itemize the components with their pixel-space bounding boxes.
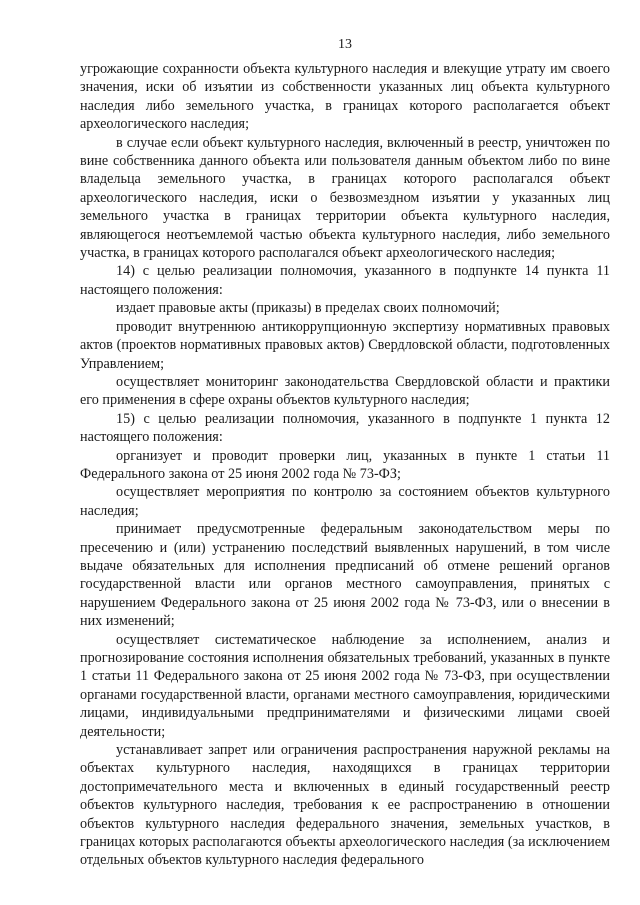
paragraph: осуществляет систематическое наблюдение за исполнением, анализ и прогнозирование состояния исполнения обязательных требований, указанных в пункте 1 статьи 11 Федерального закона от 25 июня 2002 года № 73-ФЗ, при осуществлении органами государственной власти, органами местного самоуправления, юридическими лицами, индивидуальными предпринимателями и физическими лицами своей деятельности; xyxy=(80,631,610,740)
page-number: 13 xyxy=(338,37,352,52)
paragraph: угрожающие сохранности объекта культурного наследия и влекущие утрату им своего значения, иски об изъятии из собственности указанных лиц объекта культурного наследия либо земельного участка, в границах которого располагается объект археологического наследия; xyxy=(80,61,610,133)
paragraph: устанавливает запрет или ограничения распространения наружной рекламы на объектах культурного наследия, находящихся в границах территории достопримечательного места и включенных в единый государственный реестр объектов культурного наследия, требования к ее распространению в отношении объектов культурного наследия федерального значения, земельных участков, в границах которых располагаются объекты археологического наследия (за исключением отдельных объектов культурного наследия федерального xyxy=(80,742,610,869)
document-body xyxy=(80,60,610,870)
paragraph: в случае если объект культурного наследия, включенный в реестр, уничтожен по вине собственника данного объекта или пользователя данным объектом либо по вине владельца земельного участка, в границах которого располагался объект археологического наследия, иски о безвозмездном изъятии у указанных лиц земельного участка в границах территории объекта культурного наследия, являющегося неотъемлемой частью объекта культурного наследия, либо земельного участка, в границах которого располагался объект археологического наследия; xyxy=(80,134,610,262)
paragraph: организует и проводит проверки лиц, указанных в пункте 1 статьи 11 Федерального закона от 25 июня 2002 года № 73-ФЗ; xyxy=(80,447,610,482)
paragraph: 14) с целью реализации полномочия, указанного в подпункте 14 пункта 11 настоящего положения: xyxy=(80,263,610,298)
paragraph: осуществляет мониторинг законодательства Свердловской области и практики его применения в сфере охраны объектов культурного наследия; xyxy=(80,373,610,409)
paragraph: принимает предусмотренные федеральным законодательством меры по пресечению и (или) устранению последствий выявленных нарушений, в том числе выдаче обязательных для исполнения предписаний об отмене решений органов государственной власти или органов местного самоуправления, принятых с нарушением Федерального закона от 25 июня 2002 года № 73-ФЗ, или о внесении в них изменений; xyxy=(80,521,610,630)
paragraph: 15) с целью реализации полномочия, указанного в подпункте 1 пункта 12 настоящего положения: xyxy=(80,410,610,446)
paragraph: проводит внутреннюю антикоррупционную экспертизу нормативных правовых актов (проектов нормативных правовых актов) Свердловской области, подготовленных Управлением; xyxy=(80,318,610,372)
paragraph: осуществляет мероприятия по контролю за состоянием объектов культурного наследия; xyxy=(80,484,610,519)
paragraph: издает правовые акты (приказы) в пределах своих полномочий; xyxy=(116,300,500,317)
